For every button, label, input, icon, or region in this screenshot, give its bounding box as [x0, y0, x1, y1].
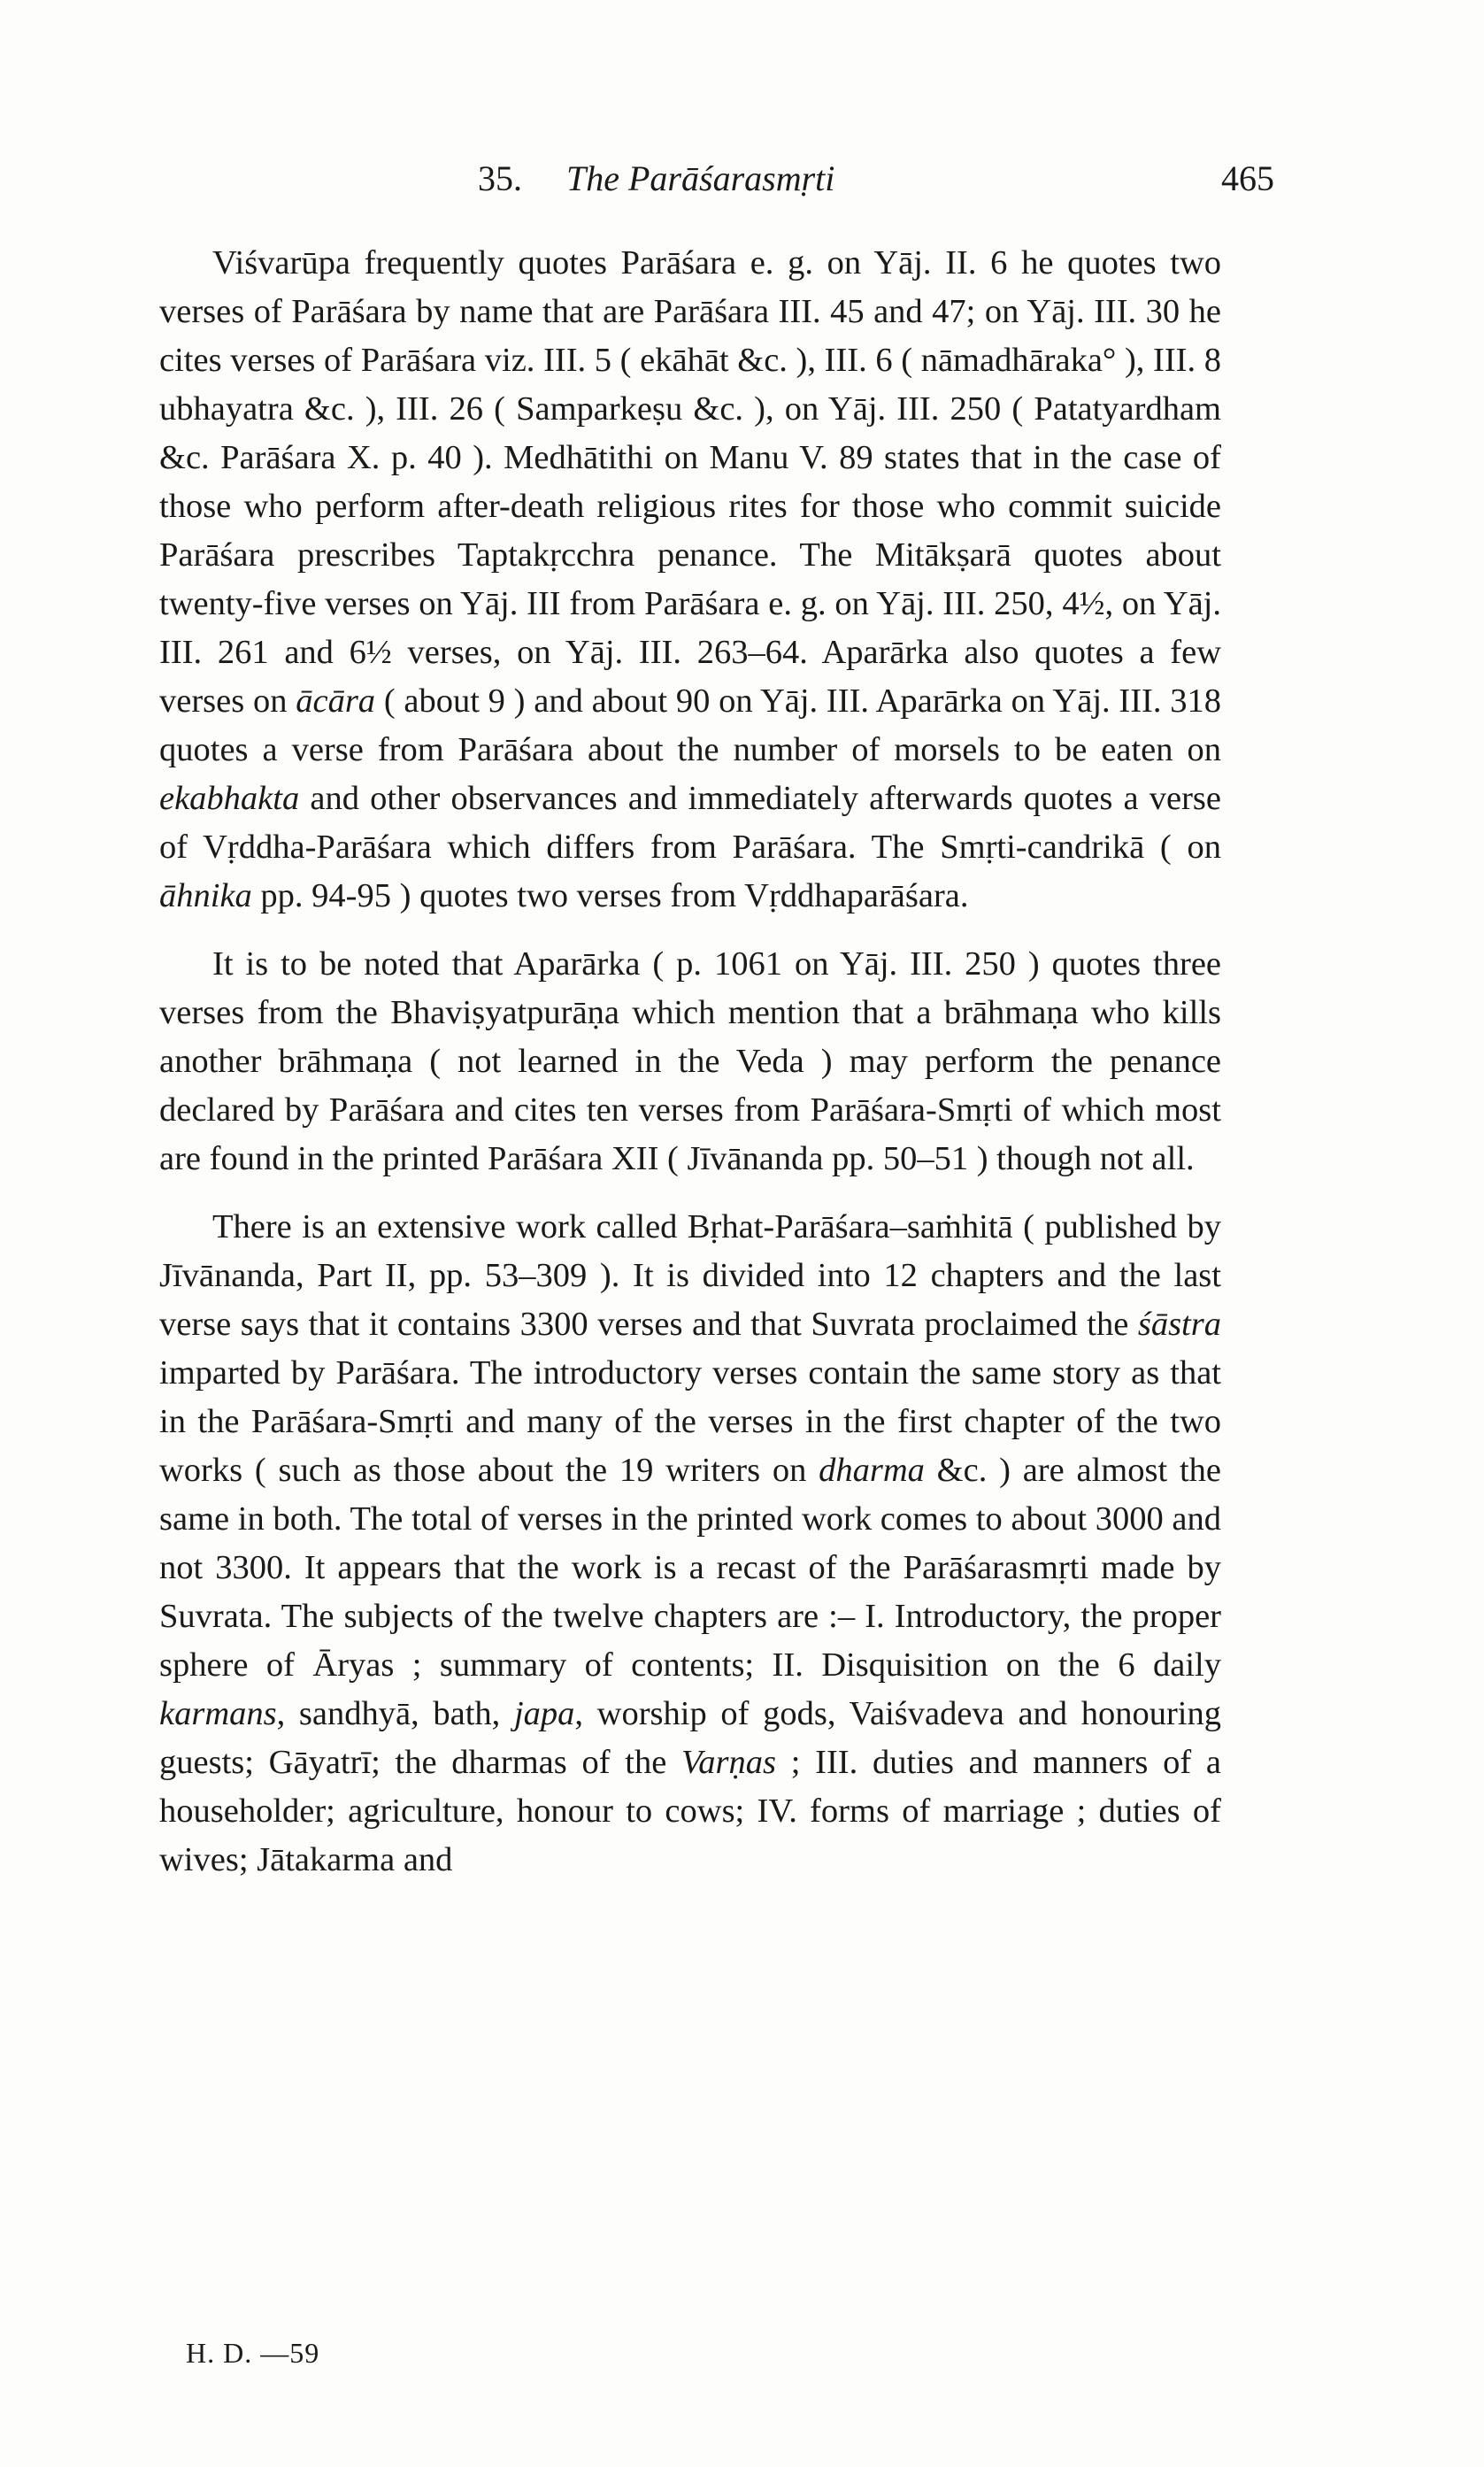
text-segment: Viśvarūpa frequently quotes Parāśara e. g. on Yāj. II. 6 he quotes two verses of Parāśara by name that are Parāśara III. 45 and 47; on Yāj. III. 30 he cites verses of Parāśara viz. III. 5 ( ekāhāt &c. ), III. 6 ( nāmadhāraka° ), III. 8 ubhayatra &c. ), III. 26 ( Samparkeṣu &c. ), on Yāj. III. 250 ( Patatyardham &c. Parāśara X. p. 40 ). Medhātithi on Manu V. 89 states that in the case of those who perform after-death religious rites for those who commit suicide Parāśara prescribes Taptakṛcchra penance. The Mitākṣarā quotes about twenty-five verses on Yāj. III from Parāśara e. g. on Yāj. III. 250, 4½, on Yāj. III. 261 and 6½ verses, on Yāj. III. 263–64. Aparārka also quotes a few verses on: [159, 244, 1221, 720]
text-segment: , worship of gods, Vaiśvadeva and honouring guests; Gāyatrī; the dharmas of the: [159, 1695, 1221, 1781]
paragraph: [159, 239, 1221, 921]
paragraph: [159, 940, 1221, 1183]
text-segment: It is to be noted that Aparārka ( p. 1061 on Yāj. III. 250 ) quotes three verses from the Bhaviṣyatpurāṇa which mention that a brāhmaṇa who kills another brāhmaṇa ( not learned in the Veda ) may perform the penance declared by Parāśara and cites ten verses from Parāśara-Smṛti of which most are found in the printed Parāśara XII ( Jīvānanda pp. 50–51 ) though not all.: [159, 945, 1221, 1177]
italic-term: Varṇas: [681, 1744, 776, 1781]
text-segment: imparted by Parāśara. The introductory verses contain the same story as that in the Parāśara-Smṛti and many of the verses in the first chapter of the two works ( such as those about the 19 writers on: [159, 1354, 1221, 1489]
text-segment: pp. 94-95 ) quotes two verses from Vṛddhaparāśara.: [251, 877, 969, 914]
section-number: 35.: [478, 158, 522, 198]
text-segment: and other observances and immediately afterwards quotes a verse of Vṛddha-Parāśara which differs from Parāśara. The Smṛti-candrikā ( on: [159, 780, 1221, 866]
paragraph: [159, 1203, 1221, 1885]
italic-term: japa: [513, 1695, 575, 1732]
italic-term: ekabhakta: [159, 780, 300, 817]
italic-term: ācāra: [296, 682, 376, 720]
italic-term: śāstra: [1137, 1306, 1221, 1343]
running-header: [478, 158, 1274, 211]
body-text: [159, 239, 1221, 1885]
italic-term: āhnika: [159, 877, 252, 914]
text-segment: There is an extensive work called Bṛhat-Parāśara–saṁhitā ( published by Jīvānanda, Part II, pp. 53–309 ). It is divided into 12 chapters and the last verse says that it contains 3300 verses and that Suvrata proclaimed the: [159, 1208, 1221, 1343]
italic-term: karmans: [159, 1695, 277, 1732]
text-segment: ; III. duties and manners of a householder; agriculture, honour to cows; IV. forms of marriage ; duties of wives; Jātakarma and: [159, 1744, 1222, 1878]
page-number: 465: [1221, 158, 1274, 198]
text-segment: , sandhyā, bath,: [276, 1695, 514, 1732]
text-segment: ( about 9 ) and about 90 on Yāj. III. Aparārka on Yāj. III. 318 quotes a verse from Parāśara about the number of morsels to be eaten on: [159, 682, 1221, 768]
text-segment: &c. ) are almost the same in both. The total of verses in the printed work comes to about 3000 and not 3300. It appears that the work is a recast of the Parāśarasmṛti made by Suvrata. The subjects of the twelve chapters are :– I. Introductory, the proper sphere of Āryas ; summary of contents; II. Disquisition on the 6 daily: [159, 1452, 1221, 1684]
signature-mark: H. D. —59: [186, 2337, 320, 2369]
running-title: The Parāśarasmṛti: [566, 158, 835, 198]
italic-term: dharma: [819, 1452, 925, 1489]
